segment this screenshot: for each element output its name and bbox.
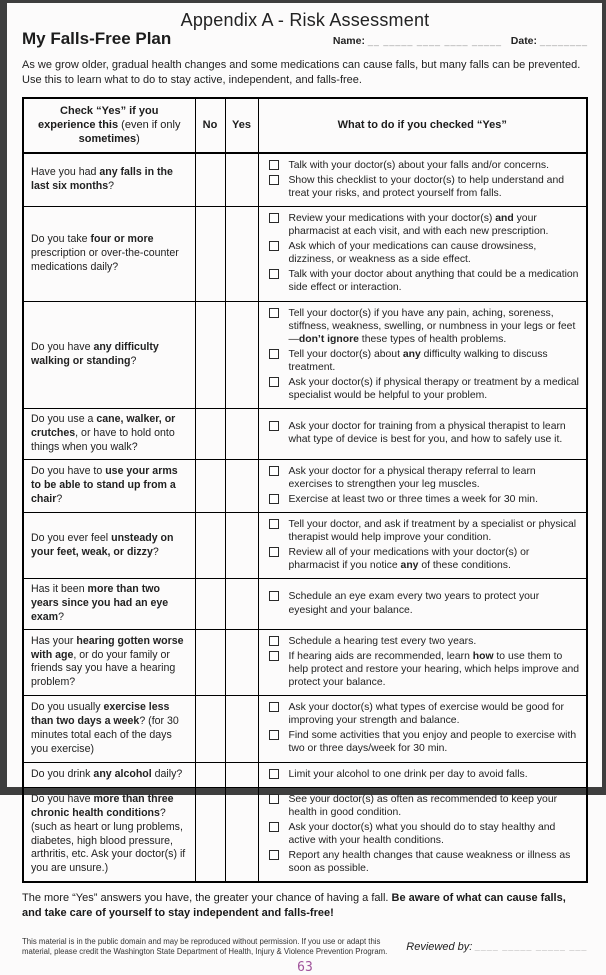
yes-answer-cell[interactable] [225, 696, 258, 762]
date-label: Date: [510, 35, 538, 47]
date-field[interactable]: ________ [539, 36, 588, 46]
question-cell: Has your hearing gotten worse with age, or do your family or friends say you have a hearing problem? [23, 629, 195, 695]
checkbox-icon[interactable] [269, 377, 279, 387]
table-row [23, 409, 587, 459]
table-row [23, 301, 587, 409]
risk-table-body [23, 153, 587, 883]
action-item [267, 701, 581, 727]
actions-cell [258, 459, 587, 512]
action-item [267, 793, 581, 819]
no-answer-cell[interactable] [195, 762, 225, 787]
checkbox-icon[interactable] [269, 494, 279, 504]
no-answer-cell[interactable] [195, 459, 225, 512]
action-text: Talk with your doctor about anything that could be a medication side effect or interaction. [288, 269, 579, 294]
checkbox-icon[interactable] [269, 730, 279, 740]
action-item [267, 159, 581, 172]
column-header-action: What to do if you checked “Yes” [258, 98, 587, 153]
checkbox-icon[interactable] [269, 160, 279, 170]
action-item [267, 493, 581, 506]
action-text: Tell your doctor(s) about any difficulty walking to discuss treatment. [288, 348, 548, 373]
table-row [23, 206, 587, 301]
action-text: Find some activities that you enjoy and people to exercise with two or three days/week for 30 min. [288, 730, 577, 755]
no-answer-cell[interactable] [195, 301, 225, 409]
no-answer-cell[interactable] [195, 206, 225, 301]
action-item [267, 465, 581, 491]
no-answer-cell[interactable] [195, 696, 225, 762]
checkbox-icon[interactable] [269, 822, 279, 832]
table-row [23, 696, 587, 762]
table-header [23, 98, 587, 153]
yes-answer-cell[interactable] [225, 459, 258, 512]
checkbox-icon[interactable] [269, 794, 279, 804]
actions-cell [258, 301, 587, 409]
yes-answer-cell[interactable] [225, 153, 258, 207]
question-cell: Do you ever feel unsteady on your feet, weak, or dizzy? [23, 512, 195, 578]
checkbox-icon[interactable] [269, 466, 279, 476]
footer-row [22, 937, 588, 957]
action-text: Limit your alcohol to one drink per day to avoid falls. [288, 768, 528, 780]
closing-paragraph: The more “Yes” answers you have, the greater your chance of having a fall. Be aware of what can cause falls, and take care of yourself to stay independent and falls-free! [22, 892, 566, 920]
checkbox-icon[interactable] [269, 421, 279, 431]
name-label: Name: [332, 35, 365, 47]
yes-answer-cell[interactable] [225, 301, 258, 409]
action-text: Talk with your doctor(s) about your falls and/or concerns. [288, 159, 549, 171]
intro-line-2: Use this to learn what to do to stay active, independent, and falls-free. [22, 73, 362, 86]
table-row [23, 762, 587, 787]
yes-answer-cell[interactable] [225, 579, 258, 629]
intro-line-1: As we grow older, gradual health changes and some medications can cause falls, but many falls can be prevented. [22, 59, 581, 71]
yes-answer-cell[interactable] [225, 206, 258, 301]
actions-cell [258, 409, 587, 459]
actions-cell [258, 579, 587, 629]
column-header-yes: Yes [225, 98, 258, 153]
action-text: Schedule an eye exam every two years to protect your eyesight and your balance. [288, 591, 540, 616]
actions-cell [258, 153, 587, 207]
action-item [267, 348, 581, 374]
checkbox-icon[interactable] [269, 769, 279, 779]
actions-cell [258, 787, 587, 882]
checkbox-icon[interactable] [269, 269, 279, 279]
checkbox-icon[interactable] [269, 651, 279, 661]
action-item [267, 849, 581, 875]
action-text: Ask your doctor(s) if physical therapy or treatment by a medical specialist would be helpful to your problem. [288, 377, 579, 402]
checkbox-icon[interactable] [269, 850, 279, 860]
reviewed-by-label: Reviewed by: [406, 941, 473, 954]
table-row [23, 629, 587, 695]
action-item [267, 590, 581, 616]
yes-answer-cell[interactable] [225, 409, 258, 459]
no-answer-cell[interactable] [195, 512, 225, 578]
table-row [23, 459, 587, 512]
question-cell: Do you drink any alcohol daily? [23, 762, 195, 787]
checkbox-icon[interactable] [269, 213, 279, 223]
yes-answer-cell[interactable] [225, 512, 258, 578]
yes-answer-cell[interactable] [225, 762, 258, 787]
checkbox-icon[interactable] [269, 702, 279, 712]
checkbox-icon[interactable] [269, 308, 279, 318]
question-cell: Do you have any difficulty walking or standing? [23, 301, 195, 409]
actions-cell [258, 206, 587, 301]
no-answer-cell[interactable] [195, 409, 225, 459]
column-header-no: No [195, 98, 225, 153]
action-item [267, 420, 581, 446]
checkbox-icon[interactable] [269, 175, 279, 185]
table-row [23, 512, 587, 578]
checkbox-icon[interactable] [269, 349, 279, 359]
question-cell: Do you usually exercise less than two days a week? (for 30 minutes total each of the days you exercise) [23, 696, 195, 762]
question-cell: Do you take four or more prescription or over-the-counter medications daily? [23, 206, 195, 301]
question-cell: Do you have more than three chronic health conditions? (such as heart or lung problems, diabetes, high blood pressure, arthritis, etc. Ask your doctor(s) if you are unsure.) [23, 787, 195, 882]
action-text: See your doctor(s) as often as recommended to keep your health in good condition. [288, 793, 558, 818]
risk-assessment-table [22, 97, 588, 884]
action-item [267, 212, 581, 238]
question-cell: Have you had any falls in the last six months? [23, 153, 195, 207]
action-text: Ask your doctor(s) what you should do to stay healthy and active with your health conditions. [288, 821, 556, 846]
no-answer-cell[interactable] [195, 579, 225, 629]
action-text: Review your medications with your doctor(s) and your pharmacist at each visit, and with each new prescription. [288, 212, 549, 238]
no-answer-cell[interactable] [195, 787, 225, 882]
action-item [267, 518, 581, 544]
action-text: Review all of your medications with your doctor(s) or pharmacist if you notice any of these conditions. [288, 547, 530, 572]
action-item [267, 729, 581, 755]
yes-answer-cell[interactable] [225, 787, 258, 882]
action-item [267, 821, 581, 847]
reviewed-by-field[interactable]: ____ _____ _____ ___ [475, 942, 588, 953]
intro-paragraph [22, 58, 588, 88]
action-text: Show this checklist to your doctor(s) to help understand and treat your risks, and protect yourself from falls. [288, 174, 564, 199]
action-text: Tell your doctor(s) if you have any pain, aching, soreness, stiffness, weakness, swelling, or numbness in your legs or feet—don’t ignore these types of health problems. [288, 307, 576, 345]
table-row [23, 579, 587, 629]
name-field[interactable]: __ _____ ____ ____ _____ [367, 36, 502, 46]
reviewed-by-line [406, 937, 588, 953]
action-item [267, 240, 581, 266]
appendix-title: Appendix A - Risk Assessment [180, 10, 430, 30]
table-row [23, 787, 587, 882]
action-text: Ask which of your medications can cause drowsiness, dizziness, or weakness as a side effect. [288, 241, 537, 266]
actions-cell [258, 629, 587, 695]
checkbox-icon[interactable] [269, 241, 279, 251]
fine-print: This material is in the public domain and may be reproduced without permission. If you use or adapt this material, please credit the Washington State Department of Health, Injury & Violence Prevention Program. [22, 937, 388, 957]
action-text: Tell your doctor, and ask if treatment by a specialist or physical therapist would help improve your condition. [288, 518, 577, 544]
action-text: Ask your doctor for training from a physical therapist to learn what type of device is best for you, and how to safely use it. [288, 421, 566, 446]
question-cell: Do you use a cane, walker, or crutches, or have to hold onto things when you walk? [23, 409, 195, 459]
name-date-line [333, 35, 588, 49]
table-row [23, 153, 587, 207]
header-row [22, 29, 588, 49]
action-text: If hearing aids are recommended, learn how to use them to help protect and restore your hearing, which helps improve and protect your balance. [288, 650, 580, 689]
yes-answer-cell[interactable] [225, 629, 258, 695]
action-item [267, 650, 581, 689]
action-text: Schedule a hearing test every two years. [288, 635, 477, 647]
question-cell: Has it been more than two years since you had an eye exam? [23, 579, 195, 629]
question-cell: Do you have to use your arms to be able to stand up from a chair? [23, 459, 195, 512]
checkbox-icon[interactable] [269, 547, 279, 557]
actions-cell [258, 696, 587, 762]
checkbox-icon[interactable] [269, 591, 279, 601]
no-answer-cell[interactable] [195, 629, 225, 695]
action-text: Ask your doctor for a physical therapy referral to learn exercises to strengthen your leg muscles. [288, 465, 536, 490]
no-answer-cell[interactable] [195, 153, 225, 207]
column-header-question: Check “Yes” if you experience this (even if only sometimes) [23, 98, 195, 153]
checkbox-icon[interactable] [269, 519, 279, 529]
action-text: Ask your doctor(s) what types of exercise would be good for improving your strength and balance. [288, 702, 564, 727]
action-item [267, 635, 581, 648]
action-item [267, 174, 581, 200]
checkbox-icon[interactable] [269, 636, 279, 646]
action-item [267, 307, 581, 346]
actions-cell [258, 512, 587, 578]
action-text: Exercise at least two or three times a week for 30 min. [288, 493, 538, 505]
action-text: Report any health changes that cause weakness or illness as soon as possible. [288, 850, 571, 875]
page-number: 63 [297, 960, 313, 975]
action-item [267, 268, 581, 294]
action-item [267, 376, 581, 402]
action-item [267, 768, 581, 781]
action-item [267, 546, 581, 572]
actions-cell [258, 762, 587, 787]
page-title: My Falls-Free Plan [22, 29, 172, 48]
